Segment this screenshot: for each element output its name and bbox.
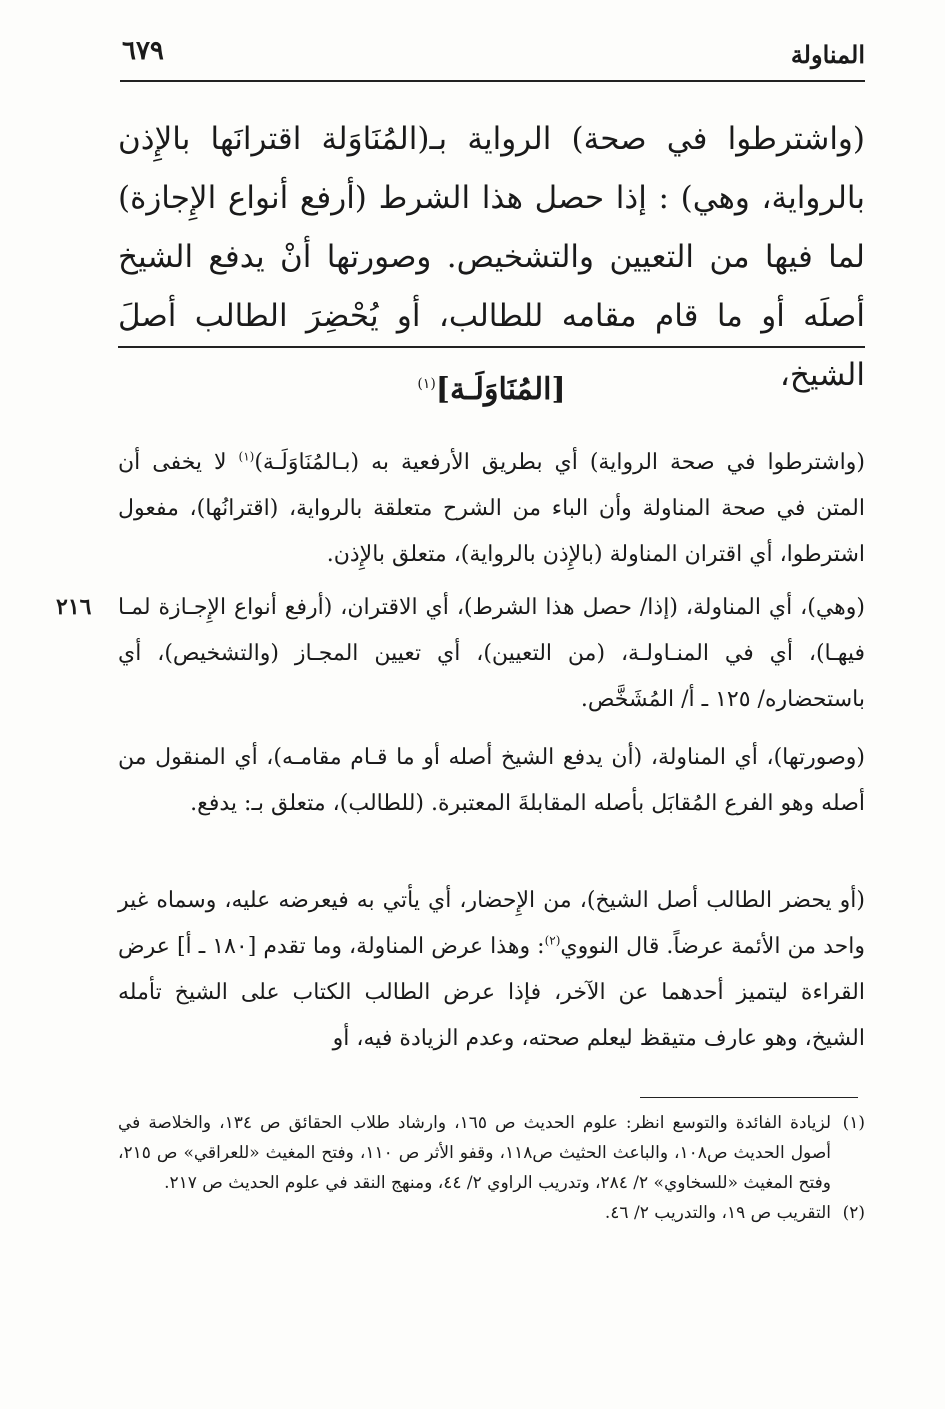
- section-heading: [118, 372, 865, 407]
- manuscript-folio-marker: ٢١٦: [56, 594, 92, 620]
- commentary-paragraph-1-part-a: (واشترطوا في صحة الرواية) أي بطريق الأرفعية به (بـالمُنَاوَلَـة): [254, 450, 865, 475]
- commentary-paragraph-4: [118, 878, 865, 1062]
- footnote-ref-1: (١): [417, 376, 436, 392]
- footnote-ref-2: (٢): [544, 933, 561, 948]
- footnote-ref-1: (١): [238, 449, 255, 464]
- footnote-divider: [640, 1097, 858, 1098]
- commentary-paragraph-1-part-b: لا يخفى أن المتن في صحة المناولة وأن الباء من الشرح متعلقة بالرواية، (اقترانُها)، مفعول اشترطوا، أي اقتران المناولة (بالإِذن بالرواية)، متعلق بالإِذن.: [118, 450, 865, 567]
- running-title: المناولة: [790, 40, 865, 69]
- footnote-number: (١): [842, 1113, 865, 1133]
- footnote-number: (٢): [842, 1203, 865, 1223]
- footnote-text: التقريب ص ١٩، والتدريب ٢/ ٤٦.: [604, 1203, 831, 1223]
- commentary-paragraph-4-part-a: (أو يحضر الطالب أصل الشيخ)، من الإِحضار، أي يأتي به فيعرضه عليه، وسماه غير واحد من الأئمة عرضاً. قال النووي: [118, 888, 866, 959]
- section-heading-title: [المُنَاوَلَـة]: [435, 372, 566, 407]
- commentary-paragraph-2: (وهي)، أي المناولة، (إذا/ حصل هذا الشرط)، أي الاقتران، (أرفع أنواع الإِجـازة لمـا فيهـا)، أي في المنـاولـة، (من التعيين)، أي تعيين المجـاز (والتشخيص)، أي باستحضاره/ ١٢٥ ـ أ/ المُشَخَّص.: [118, 595, 865, 712]
- page-number: ٦٧٩: [122, 36, 164, 66]
- footnote-2: [118, 1198, 865, 1228]
- footnote-text: لزيادة الفائدة والتوسع انظر: علوم الحديث ص ١٦٥، وارشاد طلاب الحقائق ص ١٣٤، والخلاصة في أصول الحديث ص١٠٨، والباعث الحثيث ص١١٨، وقفو الأثر ص ١١٠، وفتح المغيث «للعراقي» ص ٢١٥، وفتح المغيث «للسخاوي» ٢/ ٢٨٤، وتدريب الراوي ٢/ ٤٤، ومنهج النقد في علوم الحديث ص ٢١٧.: [118, 1113, 832, 1193]
- commentary-paragraph-4-part-b: : وهذا عرض المناولة، وما تقدم [١٨٠ ـ أ] عرض القراءة ليتميز أحدهما عن الآخر، فإذا عرض الطالب الكتاب على الشيخ تأمله الشيخ، وهو عارف متيقظ ليعلم صحته، وعدم الزيادة فيه، أو: [118, 934, 865, 1051]
- matn-text: (واشترطوا في صحة) الرواية بـ(المُنَاوَلة اقترانَها بالإِذن بالرواية، وهي) : إذا حصل هذا الشرط (أرفع أنواع الإِجازة) لما فيها من التعيين والتشخيص. وصورتها أنْ يدفع الشيخ أصلَه أو ما قام مقامه للطالب، أو يُحْضِرَ الطالب أصلَ الشيخ،: [118, 121, 865, 393]
- footnotes: [118, 1108, 865, 1228]
- commentary-paragraph-1: [118, 440, 865, 578]
- header-rule: [120, 80, 865, 82]
- commentary-paragraph-3: (وصورتها)، أي المناولة، (أن يدفع الشيخ أصله أو ما قـام مقامـه)، أي المنقول من أصله وهو الفرع المُقابَل بأصله المقابلةَ المعتبرة. (للطالب)، متعلق بـ: يدفع.: [118, 745, 865, 816]
- matn-divider: [118, 346, 865, 348]
- footnote-1: [118, 1108, 865, 1198]
